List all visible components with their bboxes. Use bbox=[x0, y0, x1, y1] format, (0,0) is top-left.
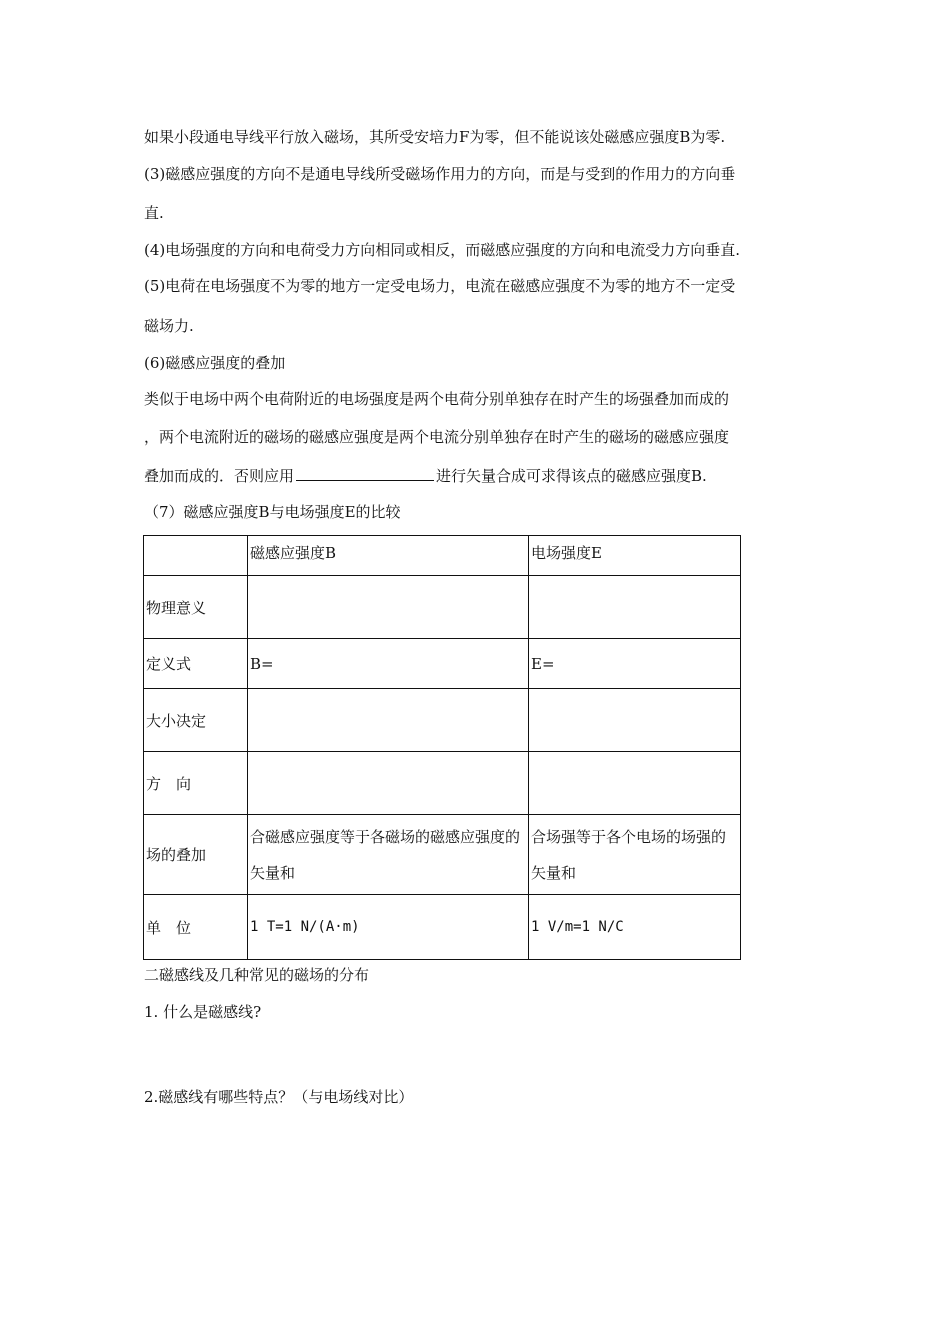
table-row bbox=[144, 576, 741, 639]
table-header-row bbox=[144, 536, 741, 576]
para-text: 叠加而成的．否则应用 bbox=[144, 467, 295, 485]
fill-in-blank[interactable] bbox=[296, 465, 434, 481]
para-line: 类似于电场中两个电荷附近的电场强度是两个电荷分别单独存在时产生的场强叠加而成的 bbox=[144, 390, 730, 408]
question: 1. 什么是磁感线? bbox=[144, 1003, 262, 1021]
row-label: 单 位 bbox=[144, 895, 248, 960]
table-row bbox=[144, 895, 741, 960]
table-caption: （7）磁感应强度B与电场强度E的比较 bbox=[144, 503, 401, 521]
answer-cell[interactable] bbox=[248, 689, 529, 752]
question: 2.磁感线有哪些特点？（与电场线对比） bbox=[144, 1088, 414, 1106]
cell-text: 合磁感应强度等于各磁场的磁感应强度的矢量和 bbox=[248, 815, 529, 895]
para-line: ，两个电流附近的磁场的磁感应强度是两个电流分别单独存在时产生的磁场的磁感应强度 bbox=[144, 428, 730, 446]
header-cell: 磁感应强度B bbox=[248, 536, 529, 576]
row-label: 物理意义 bbox=[144, 576, 248, 639]
row-label: 大小决定 bbox=[144, 689, 248, 752]
para-text: 进行矢量合成可求得该点的磁感应强度B. bbox=[436, 467, 707, 485]
cell-text: 1 V/m=1 N/C bbox=[529, 895, 741, 960]
answer-cell[interactable] bbox=[529, 752, 741, 815]
section-title: 二磁感线及几种常见的磁场的分布 bbox=[144, 966, 370, 984]
table-row bbox=[144, 639, 741, 689]
row-label: 场的叠加 bbox=[144, 815, 248, 895]
answer-cell[interactable]: B= bbox=[248, 639, 529, 689]
header-cell: 电场强度E bbox=[529, 536, 741, 576]
answer-cell[interactable] bbox=[248, 576, 529, 639]
answer-cell[interactable] bbox=[248, 752, 529, 815]
cell-text: 合场强等于各个电场的场强的矢量和 bbox=[529, 815, 741, 895]
cell-text: 1 T=1 N/(A·m) bbox=[248, 895, 529, 960]
answer-cell[interactable]: E= bbox=[529, 639, 741, 689]
para-line: (3)磁感应强度的方向不是通电导线所受磁场作用力的方向，而是与受到的作用力的方向垂 bbox=[144, 165, 736, 183]
para-line: 磁场力. bbox=[144, 317, 194, 335]
answer-cell[interactable] bbox=[529, 576, 741, 639]
table-row bbox=[144, 752, 741, 815]
row-label: 方 向 bbox=[144, 752, 248, 815]
para-line: 如果小段通电导线平行放入磁场，其所受安培力F为零，但不能说该处磁感应强度B为零. bbox=[144, 128, 726, 146]
para-line: 直. bbox=[144, 204, 164, 222]
table-row bbox=[144, 689, 741, 752]
row-label: 定义式 bbox=[144, 639, 248, 689]
para-line-with-blank bbox=[144, 465, 707, 486]
para-line: (5)电荷在电场强度不为零的地方一定受电场力，电流在磁感应强度不为零的地方不一定受 bbox=[144, 277, 736, 295]
comparison-table bbox=[143, 535, 741, 960]
para-line: (4)电场强度的方向和电荷受力方向相同或相反，而磁感应强度的方向和电流受力方向垂直. bbox=[144, 241, 741, 259]
para-heading: (6)磁感应强度的叠加 bbox=[144, 354, 286, 372]
header-cell bbox=[144, 536, 248, 576]
answer-cell[interactable] bbox=[529, 689, 741, 752]
table-row bbox=[144, 815, 741, 895]
